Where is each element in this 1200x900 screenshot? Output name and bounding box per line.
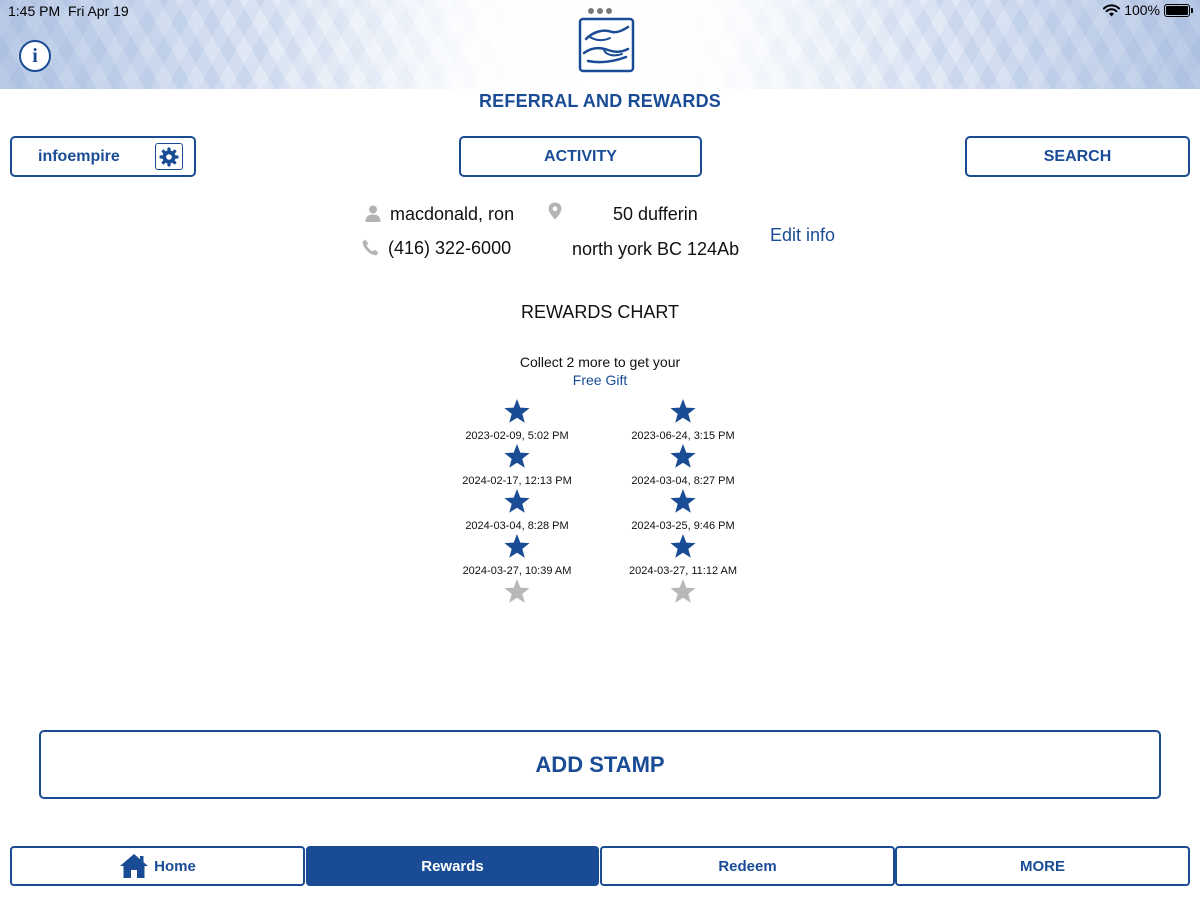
stamp-date: 2023-06-24, 3:15 PM (631, 430, 735, 442)
filled-star-icon (503, 443, 531, 470)
reward-stamp (437, 398, 597, 443)
filled-star-icon (669, 533, 697, 560)
home-icon (119, 853, 149, 879)
battery-percent: 100% (1124, 2, 1160, 18)
stamp-date: 2024-03-27, 11:12 AM (628, 565, 738, 577)
free-gift-link[interactable]: Free Gift (572, 372, 628, 388)
helping-hands-logo (578, 17, 635, 73)
stamp-column-left (437, 398, 597, 623)
reward-stamp (437, 533, 597, 578)
customer-name: macdonald, ron (390, 204, 515, 224)
reward-stamp (437, 443, 597, 488)
reward-stamp (437, 488, 597, 533)
customer-phone: (416) 322-6000 (388, 238, 512, 258)
stamp-date: 2024-03-04, 8:28 PM (465, 520, 569, 532)
empty-star-icon (503, 578, 531, 605)
reward-stamp (603, 578, 763, 623)
search-button[interactable]: SEARCH (965, 136, 1190, 177)
stamp-date: 2023-02-09, 5:02 PM (465, 430, 569, 442)
status-date: Fri Apr 19 (68, 3, 129, 19)
filled-star-icon (503, 398, 531, 425)
nav-more-button[interactable]: MORE (895, 846, 1190, 886)
address-line-2: north york BC 124Ab (572, 239, 740, 259)
nav-rewards-button[interactable]: Rewards (306, 846, 599, 886)
collect-message: Collect 2 more to get your (519, 354, 681, 370)
reward-stamp (603, 443, 763, 488)
user-label: infoempire (38, 147, 120, 165)
activity-button[interactable]: ACTIVITY (459, 136, 702, 177)
reward-stamp (603, 533, 763, 578)
person-icon (365, 205, 381, 222)
nav-home-label: Home (154, 857, 196, 875)
empty-star-icon (669, 578, 697, 605)
address-line-1: 50 dufferin (613, 204, 698, 224)
stamp-column-right (603, 398, 763, 623)
nav-redeem-button[interactable]: Redeem (600, 846, 895, 886)
reward-stamp (437, 578, 597, 623)
multitasking-handle[interactable] (588, 8, 612, 14)
nav-home-button[interactable] (10, 846, 305, 886)
edit-info-link[interactable]: Edit info (770, 225, 836, 245)
filled-star-icon (669, 398, 697, 425)
filled-star-icon (503, 488, 531, 515)
page-title: REFERRAL AND REWARDS (478, 91, 721, 111)
battery-icon (1164, 4, 1190, 17)
stamp-date: 2024-03-27, 10:39 AM (462, 565, 572, 577)
gear-icon (155, 143, 183, 170)
stamp-date: 2024-02-17, 12:13 PM (462, 475, 572, 487)
filled-star-icon (669, 443, 697, 470)
rewards-chart-title: REWARDS CHART (520, 302, 679, 322)
info-button[interactable] (19, 40, 51, 72)
location-pin-icon (548, 202, 562, 220)
status-bar-right (1103, 2, 1190, 18)
filled-star-icon (669, 488, 697, 515)
status-time: 1:45 PM (8, 3, 61, 19)
user-settings-button[interactable] (10, 136, 196, 177)
reward-stamp (603, 398, 763, 443)
stamp-date: 2024-03-04, 8:27 PM (631, 475, 735, 487)
info-icon: i (32, 44, 38, 67)
reward-stamp (603, 488, 763, 533)
stamp-date: 2024-03-25, 9:46 PM (631, 520, 735, 532)
filled-star-icon (503, 533, 531, 560)
phone-icon (362, 239, 379, 256)
wifi-icon (1103, 4, 1120, 17)
add-stamp-button[interactable]: ADD STAMP (39, 730, 1161, 799)
